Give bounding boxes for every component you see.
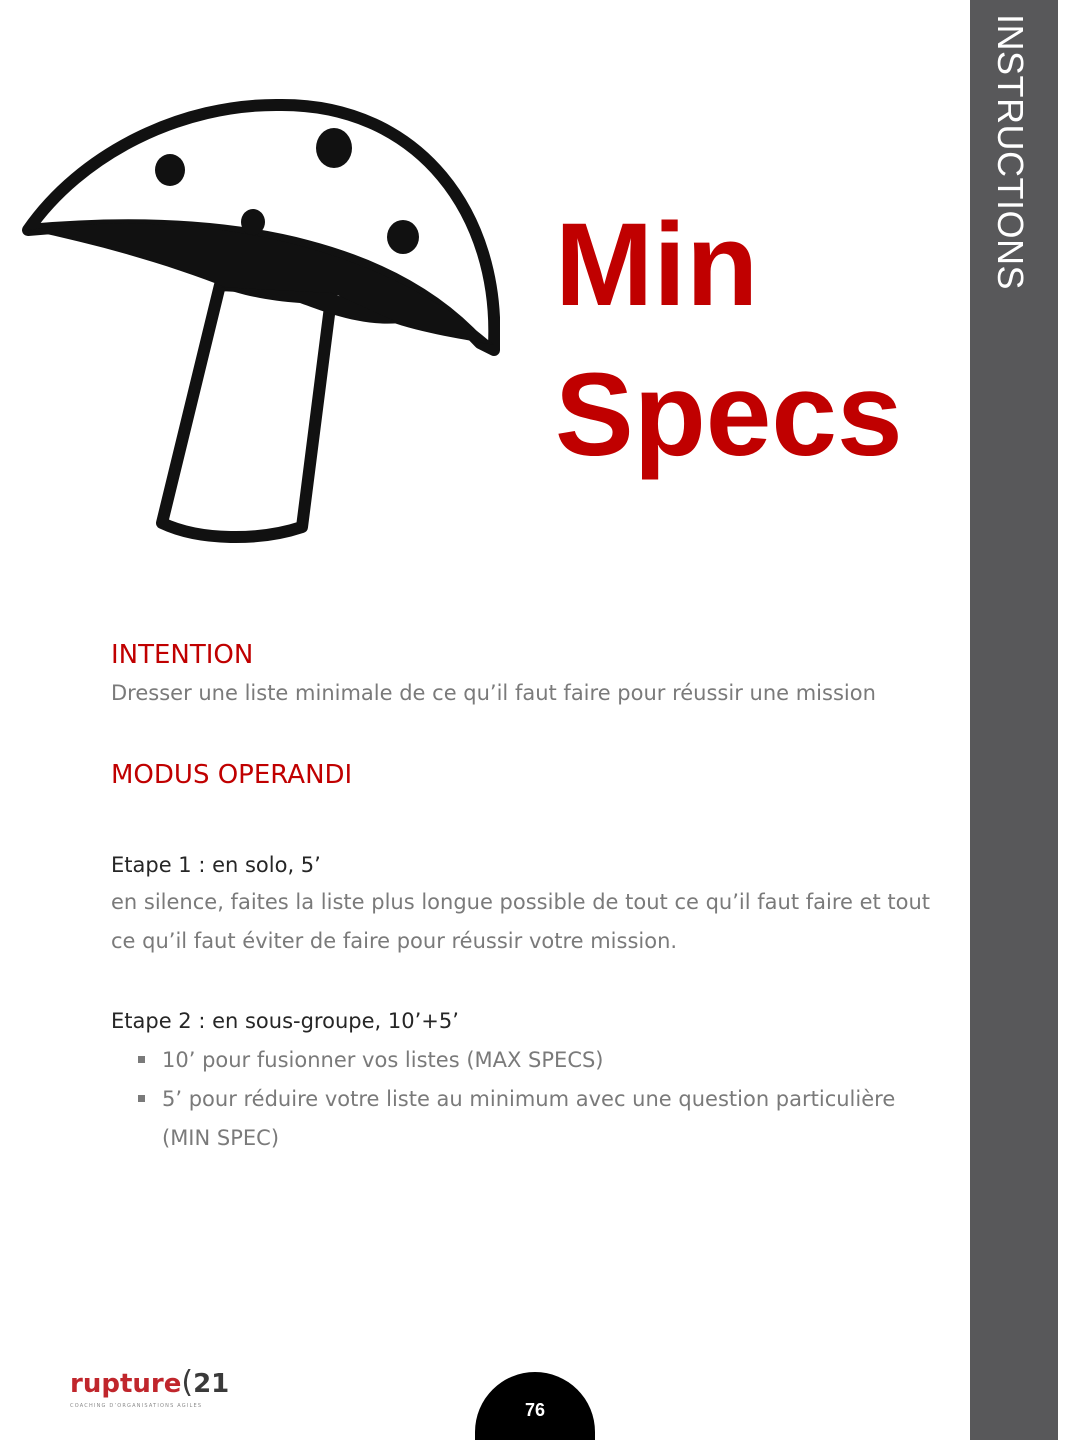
intention-text: Dresser une liste minimale de ce qu’il faut faire pour réussir une mission <box>111 681 876 705</box>
list-item-text: 5’ pour réduire votre liste au minimum avec une question particulière (MIN SPEC) <box>162 1087 896 1150</box>
bullet-square-icon <box>138 1095 145 1102</box>
logo-wordmark <box>70 1365 230 1400</box>
instructions-content <box>111 635 931 1158</box>
list-item-text: 10’ pour fusionner vos listes (MAX SPECS) <box>162 1048 604 1072</box>
logo-main: rupture <box>70 1369 182 1399</box>
mushroom-icon <box>20 95 500 555</box>
intention-heading: INTENTION <box>111 640 254 670</box>
page-title <box>555 190 903 490</box>
page-number-tab <box>475 1372 595 1440</box>
list-item <box>111 1080 931 1158</box>
rupture21-logo <box>70 1365 230 1413</box>
title-line-2: Specs <box>555 349 903 481</box>
step-1-title: Etape 1 : en solo, 5’ <box>111 853 321 877</box>
title-line-1: Min <box>555 199 759 331</box>
logo-tagline: COACHING D’ORGANISATIONS AGILES <box>70 1403 203 1409</box>
list-item <box>111 1041 931 1080</box>
side-label: INSTRUCTIONS <box>990 14 1031 290</box>
logo-paren: ( <box>181 1365 194 1400</box>
bullet-square-icon <box>138 1056 145 1063</box>
step-1-text: en silence, faites la liste plus longue possible de tout ce qu’il faut faire et tout ce qu’il faut éviter de faire pour réussir votre mission. <box>111 890 931 953</box>
step-2-list <box>111 1041 931 1158</box>
logo-number: 21 <box>193 1369 230 1399</box>
modus-heading: MODUS OPERANDI <box>111 760 353 790</box>
step-2-title: Etape 2 : en sous-groupe, 10’+5’ <box>111 1009 459 1033</box>
page-number: 76 <box>524 1400 546 1420</box>
